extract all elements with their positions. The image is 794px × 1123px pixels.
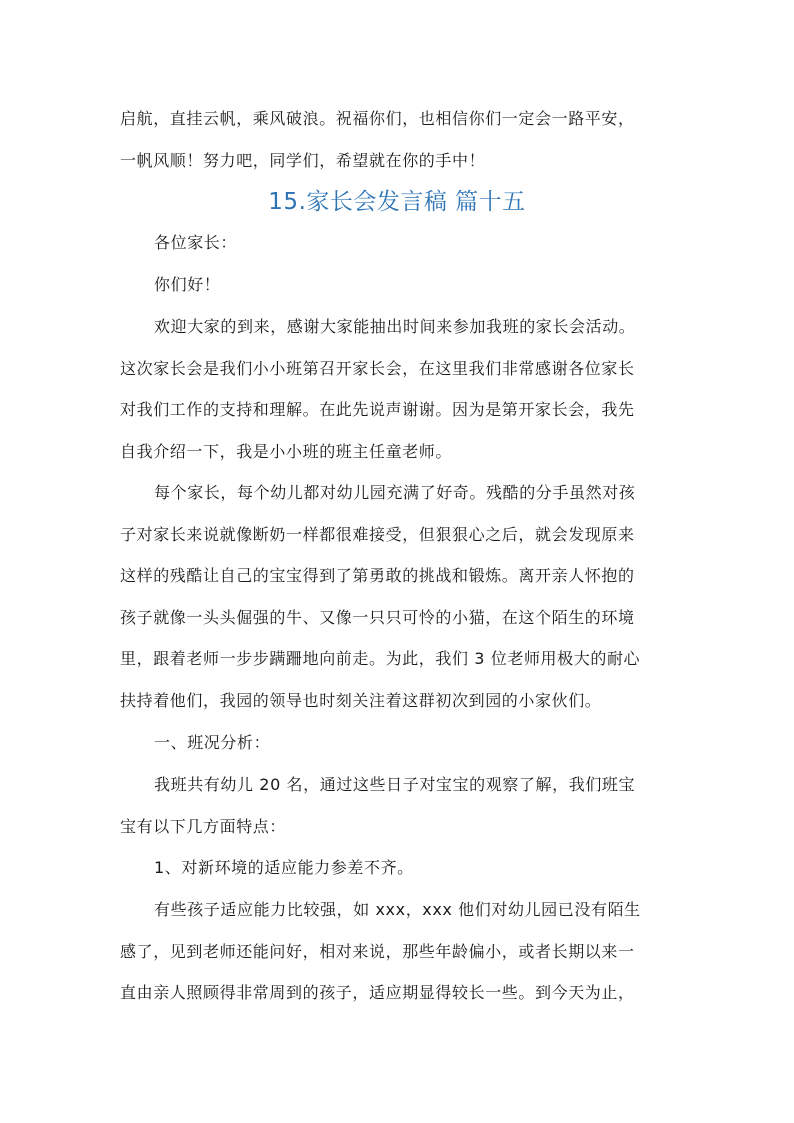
paragraph-line: 启航，直挂云帆，乘风破浪。祝福你们，也相信你们一定会一路平安，: [120, 109, 635, 128]
paragraph-line: 一帆风顺！努力吧，同学们，希望就在你的手中！: [120, 150, 486, 170]
paragraph-line: 有些孩子适应能力比较强，如 xxx，xxx 他们对幼儿园已没有陌生: [154, 900, 641, 919]
paragraph-line: 扶持着他们，我园的领导也时刻关注着这群初次到园的小家伙们。: [120, 690, 602, 710]
welcome-paragraph: [120, 306, 676, 472]
paragraph-line: 子对家长来说就像断奶一样都很难接受，但狠狠心之后，就会发现原来: [120, 524, 635, 544]
section-heading: 15.家长会发言稿 篇十五: [268, 189, 526, 215]
paragraph-line: 感了，见到老师还能问好，相对来说，那些年龄偏小，或者长期以来一: [120, 941, 635, 961]
curiosity-paragraph: [120, 472, 676, 722]
paragraph-line: 各位家长：: [154, 233, 238, 252]
salutation-paragraph: [120, 222, 676, 264]
paragraph-line: 对我们工作的支持和理解。在此先说声谢谢。因为是第开家长会，我先: [120, 400, 635, 420]
paragraph-line: 你们好！: [154, 275, 221, 294]
paragraph-line: 这样的残酷让自己的宝宝得到了第勇敢的挑战和锻炼。离开亲人怀抱的: [120, 566, 635, 586]
paragraph-line: 直由亲人照顾得非常周到的孩子，适应期显得较长一些。到今天为止，: [120, 983, 635, 1003]
paragraph-line: 每个家长，每个幼儿都对幼儿园充满了好奇。残酷的分手虽然对孩: [154, 483, 636, 502]
paragraph-line: 宝有以下几方面特点：: [120, 816, 287, 836]
class-analysis-paragraph: [120, 764, 676, 847]
section-title-paragraph: [120, 722, 676, 764]
paragraph-line: 一、班况分析：: [154, 733, 271, 752]
point-one-paragraph: [120, 847, 676, 889]
paragraph-line: 1、对新环境的适应能力参差不齐。: [154, 858, 414, 877]
continuation-paragraph: [120, 98, 676, 181]
paragraph-line: 自我介绍一下，我是小小班的班主任童老师。: [120, 441, 453, 461]
paragraph-line: 孩子就像一头头倔强的牛、又像一只只可怜的小猫，在这个陌生的环境: [120, 607, 635, 627]
paragraph-line: 我班共有幼儿 20 名，通过这些日子对宝宝的观察了解，我们班宝: [154, 775, 636, 794]
paragraph-line: 这次家长会是我们小小班第召开家长会，在这里我们非常感谢各位家长: [120, 358, 635, 378]
paragraph-line: 欢迎大家的到来，感谢大家能抽出时间来参加我班的家长会活动。: [154, 317, 636, 336]
paragraph-line: 里，跟着老师一步步蹒跚地向前走。为此，我们 3 位老师用极大的耐心: [120, 649, 641, 669]
greeting-paragraph: [120, 264, 676, 306]
adaptation-paragraph: [120, 889, 676, 1014]
